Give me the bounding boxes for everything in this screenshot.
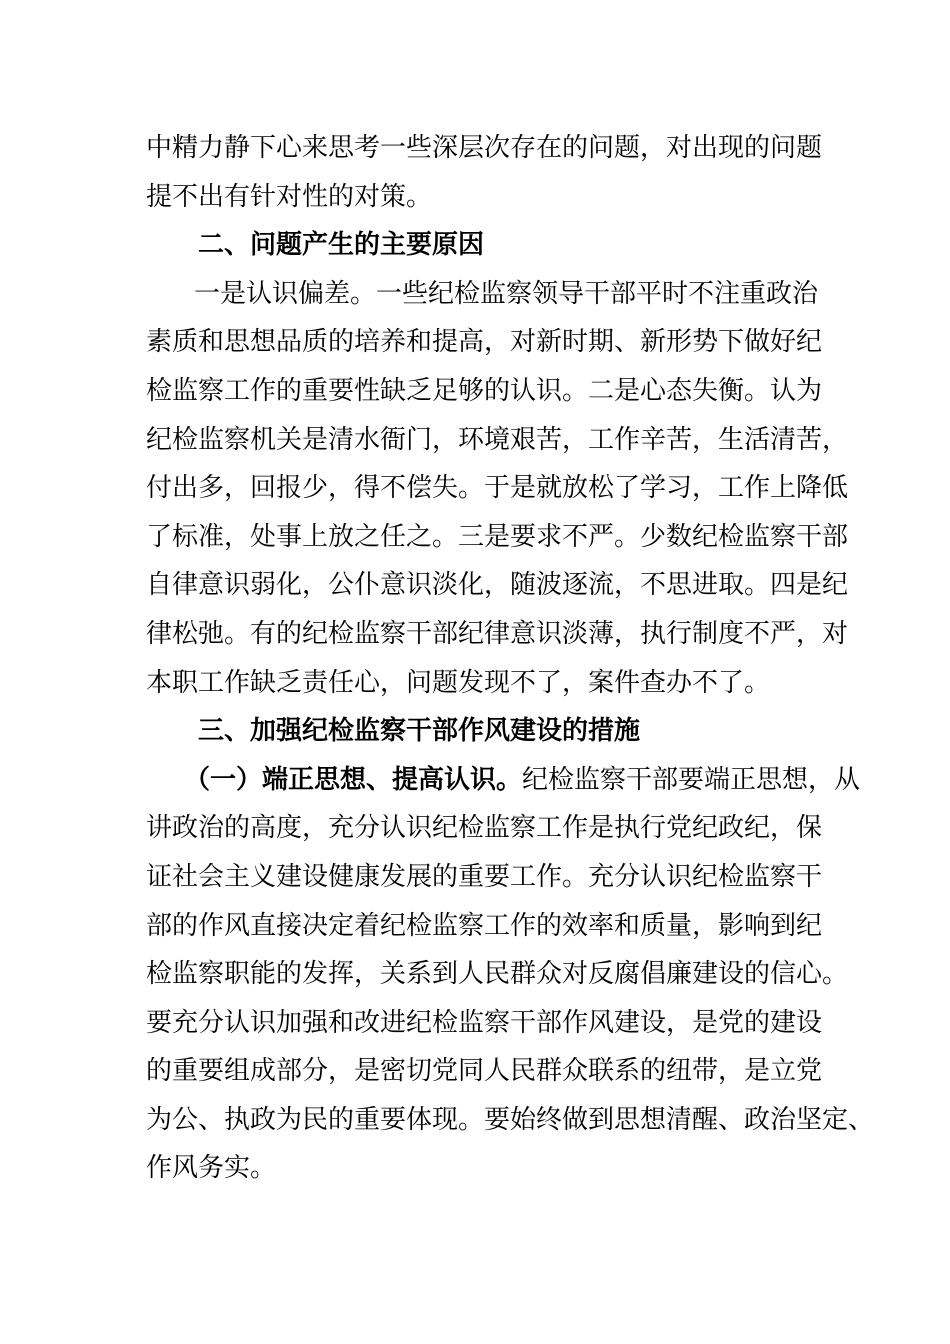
body-line: 检监察工作的重要性缺乏足够的认识。二是心态失衡。认为 [146, 375, 823, 406]
body-line: 检监察职能的发挥，关系到人民群众对反腐倡廉建设的信心。 [146, 959, 849, 990]
body-line: 作风务实。 [146, 1153, 277, 1184]
body-line: 本职工作缺乏责任心，问题发现不了，案件查办不了。 [146, 667, 771, 698]
body-line: 自律意识弱化，公仆意识淡化，随波逐流，不思进取。四是纪 [146, 570, 849, 601]
body-line: 证社会主义建设健康发展的重要工作。充分认识纪检监察干 [146, 861, 823, 892]
body-line: 纪检监察机关是清水衙门，环境艰苦，工作辛苦，生活清苦， [146, 424, 849, 455]
body-line: 律松弛。有的纪检监察干部纪律意识淡薄，执行制度不严，对 [146, 618, 849, 649]
body-line: 要充分认识加强和改进纪检监察干部作风建设，是党的建设 [146, 1007, 823, 1038]
section-heading: 三、加强纪检监察干部作风建设的措施 [198, 716, 641, 747]
body-line: 为公、执政为民的重要体现。要始终做到思想清醒、政治坚定、 [146, 1104, 875, 1135]
body-line: 的重要组成部分，是密切党同人民群众联系的纽带，是立党 [146, 1056, 823, 1087]
body-text: 纪检监察干部要端正思想，从 [522, 764, 861, 795]
body-line: 素质和思想品质的培养和提高，对新时期、新形势下做好纪 [146, 327, 823, 358]
body-line: 中精力静下心来思考一些深层次存在的问题，对出现的问题 [146, 133, 823, 163]
body-line: 付出多，回报少，得不偿失。于是就放松了学习，工作上降低 [146, 473, 849, 504]
document-page [146, 124, 875, 1193]
body-line: 提不出有针对性的对策。 [146, 181, 433, 212]
body-line-with-lead [146, 756, 861, 805]
section-heading: 二、问题产生的主要原因 [198, 230, 485, 261]
body-line: 讲政治的高度，充分认识纪检监察工作是执行党纪政纪，保 [146, 813, 823, 844]
body-line: 了标准，处事上放之任之。三是要求不严。少数纪检监察干部 [146, 521, 849, 552]
body-line: 一是认识偏差。一些纪检监察领导干部平时不注重政治 [194, 278, 819, 309]
subsection-lead: （一）端正思想、提高认识。 [184, 764, 523, 795]
body-line: 部的作风直接决定着纪检监察工作的效率和质量，影响到纪 [146, 910, 823, 941]
